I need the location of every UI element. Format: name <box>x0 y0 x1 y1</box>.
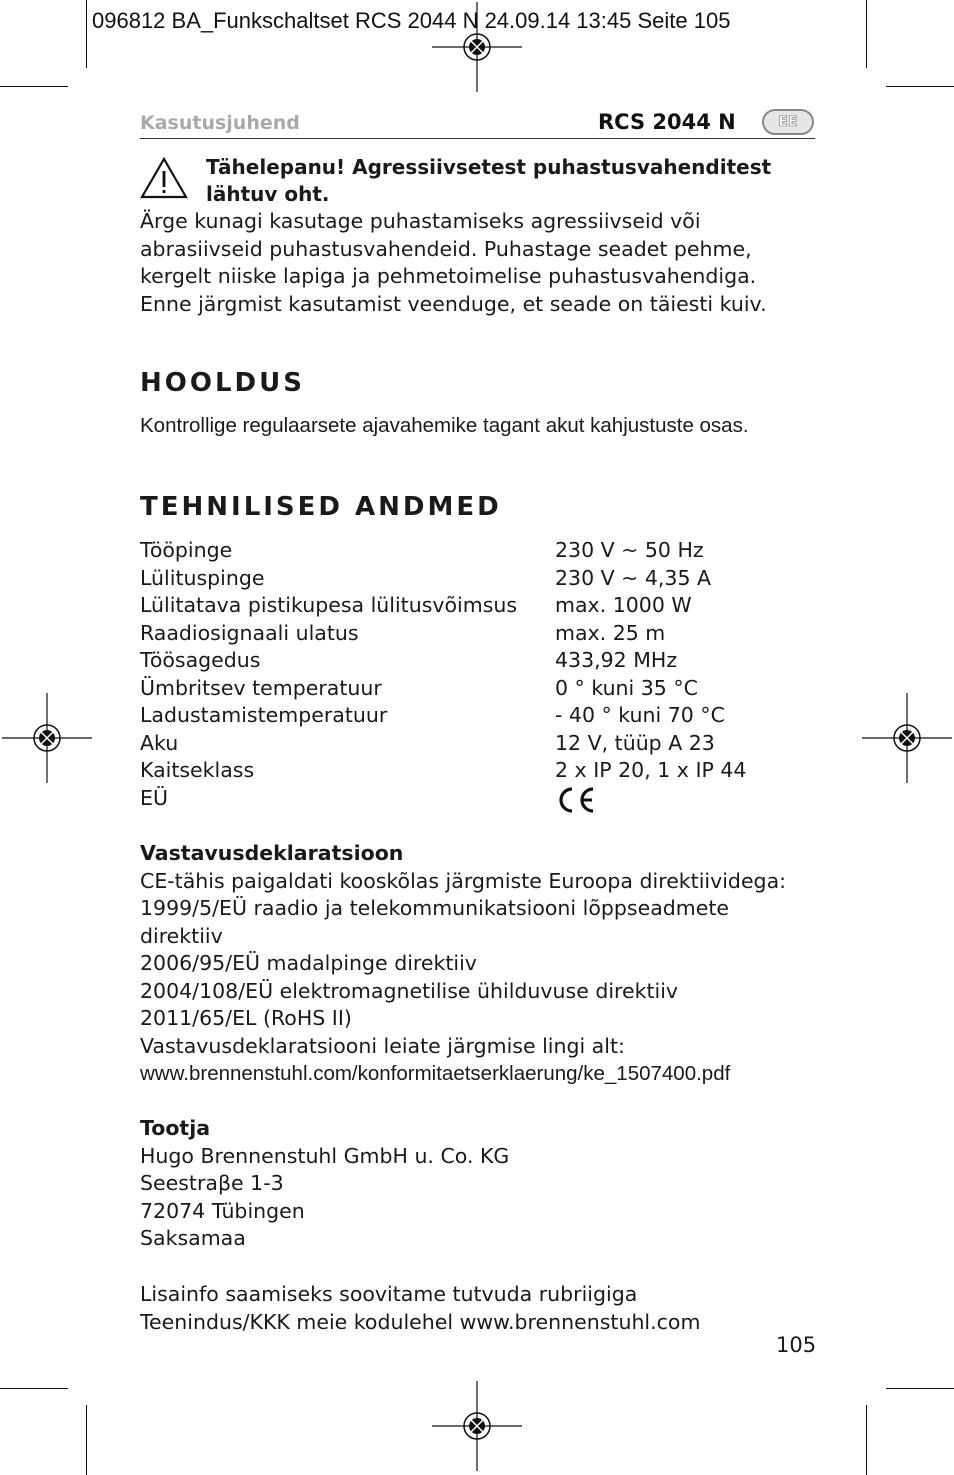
ce-mark-icon <box>555 785 597 815</box>
registration-mark-icon <box>862 693 952 783</box>
spec-value: 2 x IP 20, 1 x IP 44 <box>555 758 747 782</box>
spec-value: 12 V, tüüp A 23 <box>555 730 715 755</box>
section-title: Kasutusjuhend <box>140 112 300 134</box>
spec-row <box>140 620 746 648</box>
text-line: Hugo Brennenstuhl GmbH u. Co. KG <box>140 1143 510 1168</box>
spec-row <box>140 757 746 785</box>
crop-mark <box>86 1405 87 1475</box>
spec-value: 0 ° kuni 35 °C <box>555 675 698 700</box>
declaration-heading: Vastavusdeklaratsioon <box>140 841 404 865</box>
spec-label: Ümbritsev temperatuur <box>140 675 382 700</box>
declaration-section <box>140 840 830 1088</box>
text-line: CE-tähis paigaldati kooskõlas järgmiste Euroopa direktiividega: <box>140 868 787 893</box>
warning-title: Tähelepanu! Agressiivsetest puhastusvahenditest lähtuv oht. <box>206 155 772 206</box>
spec-value: 230 V ~ 4,35 A <box>555 565 712 590</box>
manufacturer-heading: Tootja <box>140 1116 211 1140</box>
spec-row <box>140 730 746 758</box>
spec-value: 433,92 MHz <box>555 648 678 672</box>
heading-maintenance: HOOLDUS <box>140 368 305 398</box>
spec-value: max. 25 m <box>555 620 666 645</box>
crop-mark <box>886 86 954 87</box>
spec-row <box>140 565 746 593</box>
spec-row <box>140 537 746 565</box>
text-line: Vastavusdeklaratsiooni leiate järgmise lingi alt: <box>140 1033 625 1058</box>
crop-mark <box>86 0 87 68</box>
text-line: 2011/65/EL (RoHS II) <box>140 1006 352 1030</box>
heading-technical-data: TEHNILISED ANDMED <box>140 492 502 522</box>
footer-info <box>140 1281 830 1336</box>
spec-value: - 40 ° kuni 70 °C <box>555 703 725 727</box>
crop-mark <box>0 1388 68 1389</box>
text-line: abrasiivseid puhastusvahendeid. Puhastage seadet pehme, <box>140 236 752 261</box>
spec-label: Tööpinge <box>140 538 233 562</box>
spec-label: Ladustamistemperatuur <box>140 703 388 727</box>
crop-mark <box>866 1405 867 1475</box>
crop-mark <box>0 86 68 87</box>
text-line: Saksamaa <box>140 1226 246 1250</box>
spec-value: 230 V ~ 50 Hz <box>555 538 704 562</box>
language-badge: EE <box>762 109 814 135</box>
spec-label: Raadiosignaali ulatus <box>140 620 359 645</box>
text-line: 72074 Tübingen <box>140 1198 305 1223</box>
crop-mark <box>886 1388 954 1389</box>
spec-table <box>140 537 746 815</box>
text-line: Seestraβe 1-3 <box>140 1171 284 1195</box>
header-divider <box>140 138 815 139</box>
spec-value: max. 1000 W <box>555 593 692 617</box>
maintenance-text: Kontrollige regulaarsete ajavahemike tagant akut kahjustuste osas. <box>140 414 749 437</box>
page-number: 105 <box>776 1333 817 1357</box>
spec-row <box>140 647 746 675</box>
text-line: Enne järgmist kasutamist veenduge, et seade on täiesti kuiv. <box>140 291 767 316</box>
spec-row <box>140 702 746 730</box>
text-line: direktiiv <box>140 923 223 948</box>
registration-mark-icon <box>432 1381 522 1471</box>
declaration-link[interactable]: www.brennenstuhl.com/konformitaetserklaerung/ke_1507400.pdf <box>140 1062 731 1085</box>
spec-label: Lülituspinge <box>140 565 265 590</box>
crop-mark <box>866 0 867 68</box>
text-line: 2006/95/EÜ madalpinge direktiiv <box>140 951 477 975</box>
model-name: RCS 2044 N <box>598 110 736 134</box>
text-line: 1999/5/EÜ raadio ja telekommunikatsiooni lõppseadmete <box>140 896 729 920</box>
spec-label: Töösagedus <box>140 648 261 672</box>
spec-row <box>140 785 746 815</box>
warning-triangle-icon <box>140 156 188 200</box>
spec-label: EÜ <box>140 785 168 810</box>
spec-label: Kaitseklass <box>140 758 255 782</box>
spec-row <box>140 675 746 703</box>
registration-mark-icon <box>2 693 92 783</box>
text-line: Lisainfo saamiseks soovitame tutvuda rubriigiga <box>140 1282 638 1306</box>
text-line: Ärge kunagi kasutage puhastamiseks agressiivseid või <box>140 209 701 233</box>
spec-label: Lülitatava pistikupesa lülitusvõimsus <box>140 593 518 617</box>
manufacturer-section <box>140 1115 830 1253</box>
warning-text <box>140 208 830 318</box>
text-line: Teenindus/KKK meie kodulehel www.brennenstuhl.com <box>140 1309 701 1334</box>
registration-mark-icon <box>432 2 522 92</box>
spec-row <box>140 592 746 620</box>
text-line: kergelt niiske lapiga ja pehmetoimelise puhastusvahendiga. <box>140 264 757 288</box>
spec-label: Aku <box>140 730 179 755</box>
text-line: 2004/108/EÜ elektromagnetilise ühilduvuse direktiiv <box>140 978 679 1003</box>
print-slug: 096812 BA_Funkschaltset RCS 2044 N 24.09.14 13:45 Seite 105 <box>92 8 731 33</box>
